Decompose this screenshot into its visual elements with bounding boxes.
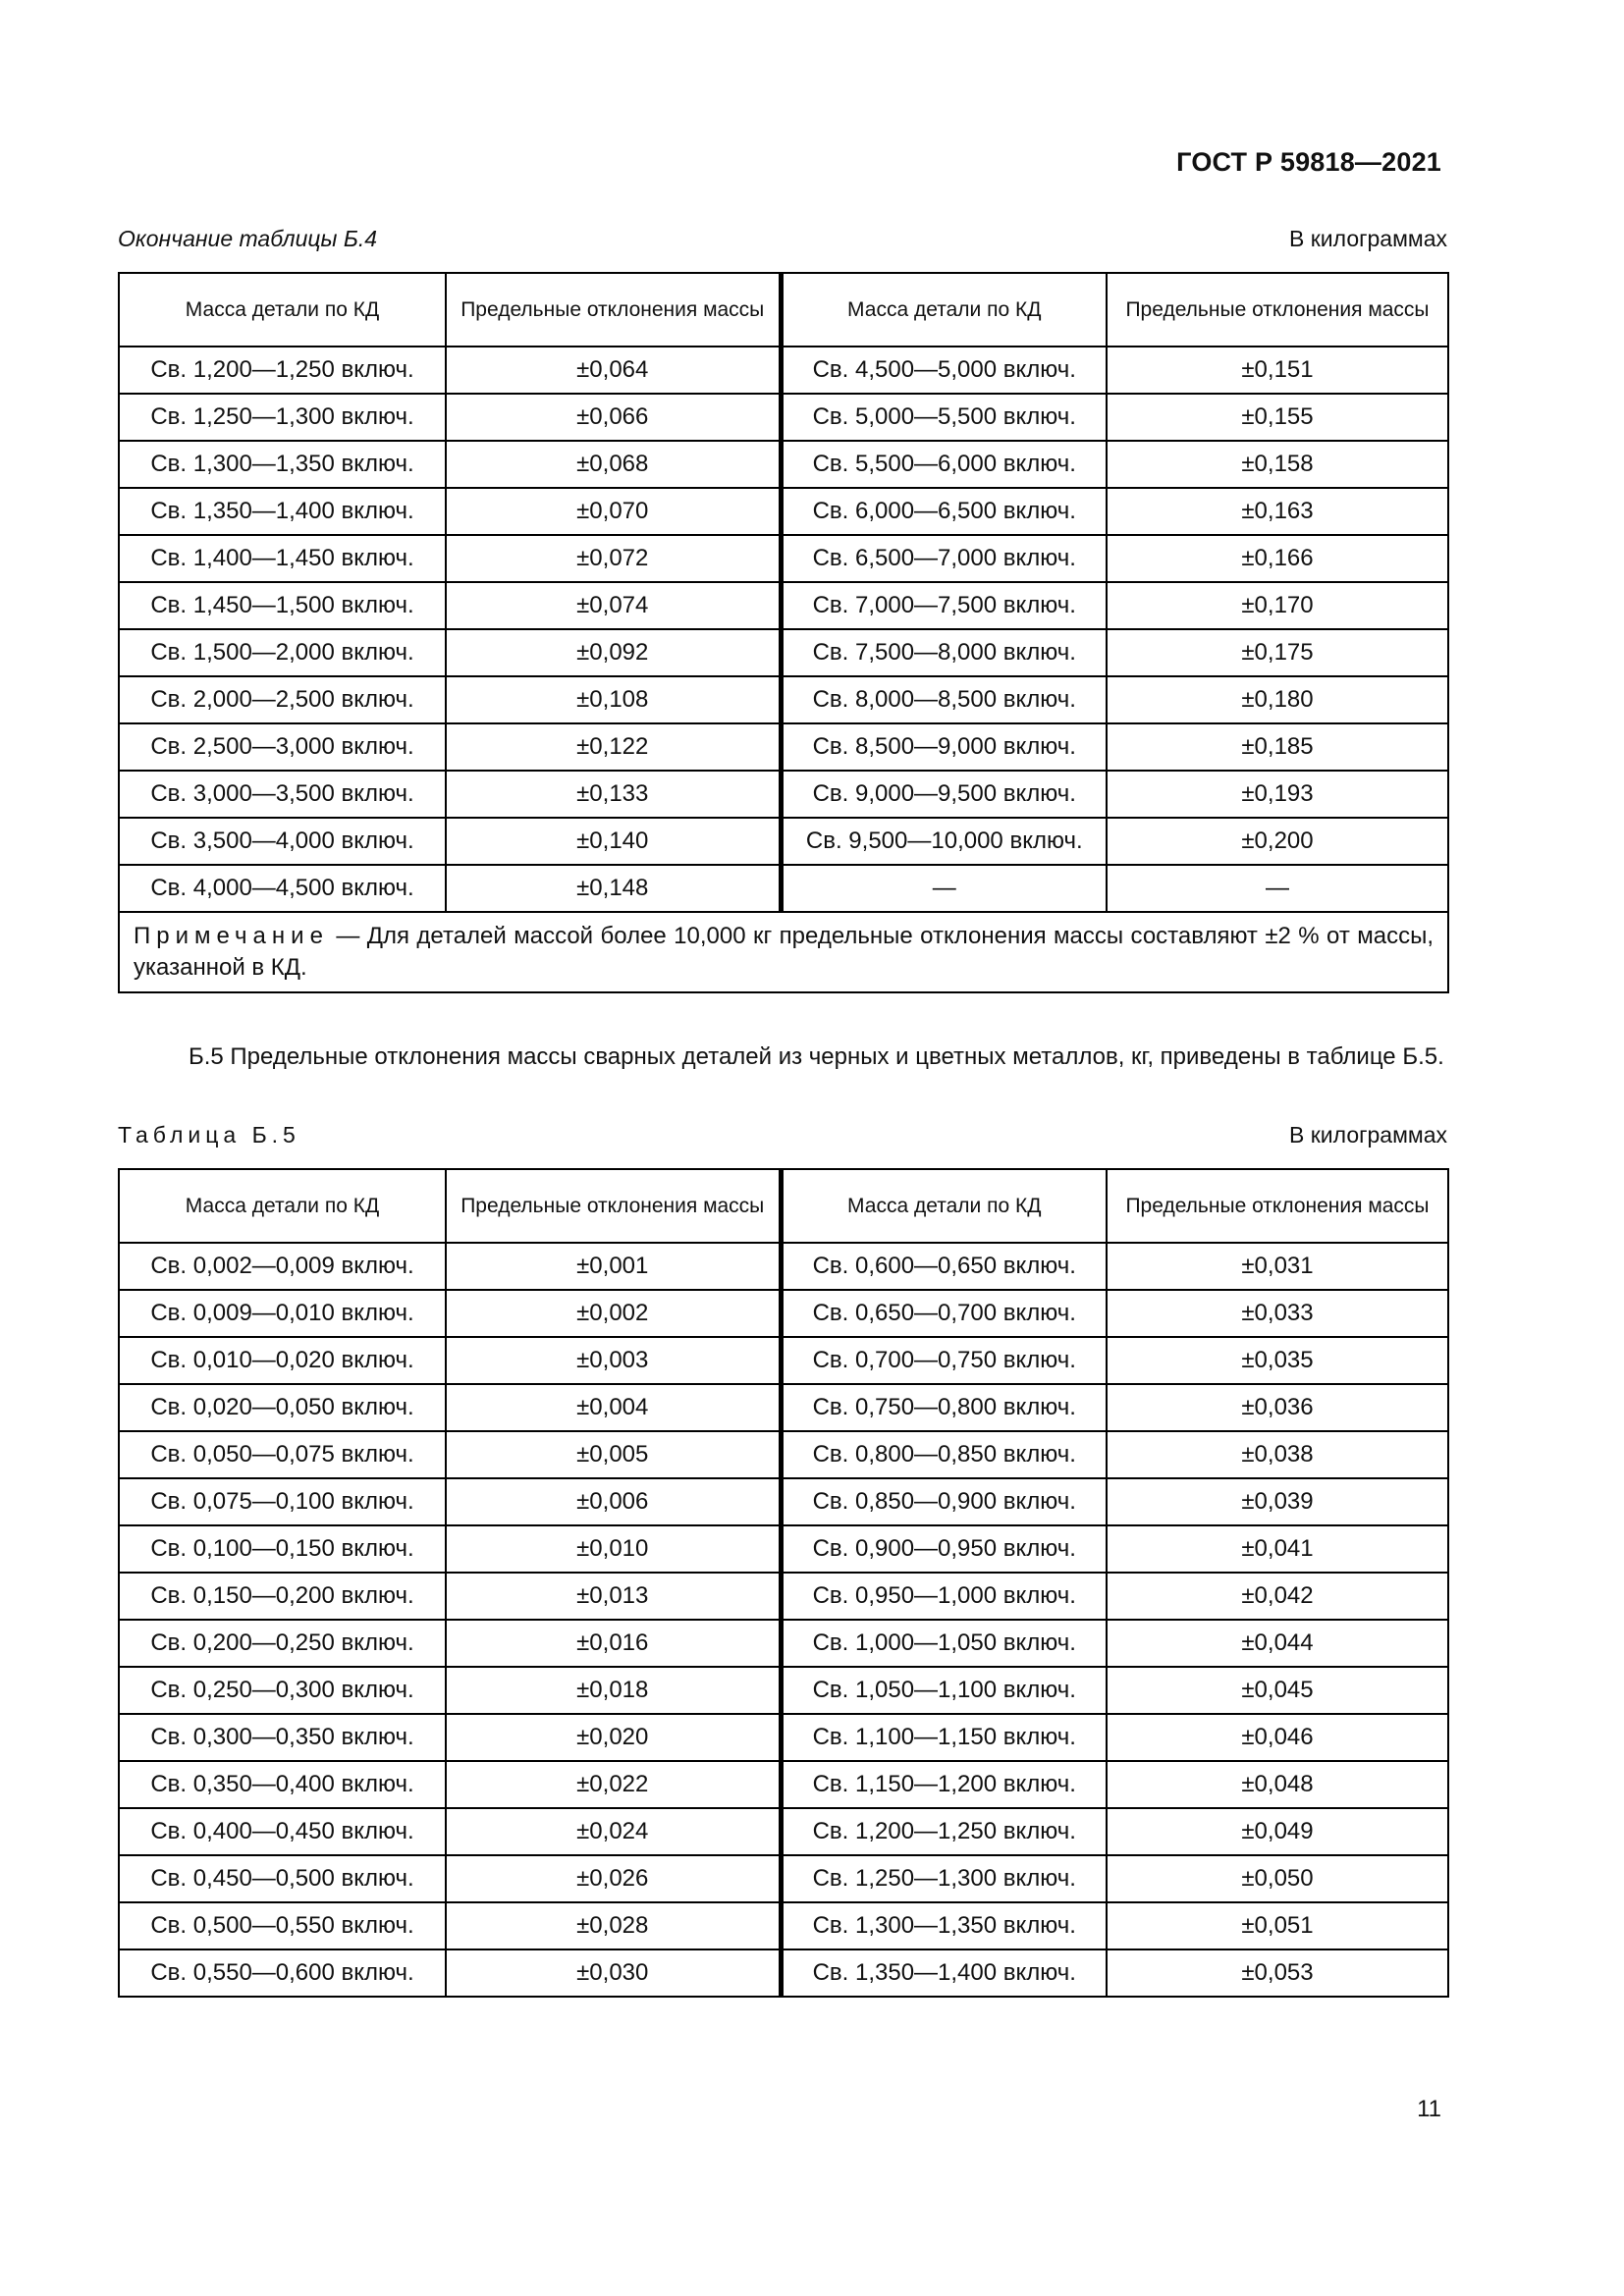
table-b5-caption-row bbox=[118, 1122, 1447, 1148]
table-cell: Св. 7,500—8,000 включ. bbox=[781, 629, 1107, 676]
table-cell: Св. 0,900—0,950 включ. bbox=[781, 1525, 1107, 1573]
table-row bbox=[119, 1290, 1448, 1337]
table-cell: ±0,070 bbox=[446, 488, 781, 535]
table-row bbox=[119, 535, 1448, 582]
table-cell: ±0,200 bbox=[1107, 818, 1448, 865]
table-cell: ±0,018 bbox=[446, 1667, 781, 1714]
table-cell: Св. 0,009—0,010 включ. bbox=[119, 1290, 446, 1337]
table-cell: ±0,048 bbox=[1107, 1761, 1448, 1808]
table-cell: ±0,092 bbox=[446, 629, 781, 676]
table-cell: ±0,122 bbox=[446, 723, 781, 771]
table-cell: Св. 3,500—4,000 включ. bbox=[119, 818, 446, 865]
table-cell: Св. 1,450—1,500 включ. bbox=[119, 582, 446, 629]
table-cell: ±0,163 bbox=[1107, 488, 1448, 535]
table-row bbox=[119, 1620, 1448, 1667]
table-row bbox=[119, 488, 1448, 535]
table-cell: ±0,004 bbox=[446, 1384, 781, 1431]
table-cell: ±0,045 bbox=[1107, 1667, 1448, 1714]
table-cell: ±0,185 bbox=[1107, 723, 1448, 771]
table-cell: Св. 4,000—4,500 включ. bbox=[119, 865, 446, 912]
table-header-cell: Масса детали по КД bbox=[119, 273, 446, 347]
table-cell: Св. 9,000—9,500 включ. bbox=[781, 771, 1107, 818]
table-cell: ±0,013 bbox=[446, 1573, 781, 1620]
table-row bbox=[119, 865, 1448, 912]
table-cell: — bbox=[781, 865, 1107, 912]
table-cell: ±0,066 bbox=[446, 394, 781, 441]
table-b4-header-row bbox=[119, 273, 1448, 347]
table-header-cell: Масса детали по КД bbox=[781, 273, 1107, 347]
table-cell: ±0,148 bbox=[446, 865, 781, 912]
table-cell: Св. 1,050—1,100 включ. bbox=[781, 1667, 1107, 1714]
table-row bbox=[119, 1808, 1448, 1855]
table-cell: Св. 0,020—0,050 включ. bbox=[119, 1384, 446, 1431]
table-cell: Св. 0,550—0,600 включ. bbox=[119, 1949, 446, 1997]
table-row bbox=[119, 1478, 1448, 1525]
table-cell: Св. 0,050—0,075 включ. bbox=[119, 1431, 446, 1478]
table-cell: Св. 2,000—2,500 включ. bbox=[119, 676, 446, 723]
table-b5-header-row bbox=[119, 1169, 1448, 1243]
table-row bbox=[119, 1667, 1448, 1714]
table-cell: ±0,039 bbox=[1107, 1478, 1448, 1525]
table-cell: Св. 1,500—2,000 включ. bbox=[119, 629, 446, 676]
table-cell: Св. 1,350—1,400 включ. bbox=[119, 488, 446, 535]
table-header-cell: Масса детали по КД bbox=[119, 1169, 446, 1243]
table-cell: ±0,049 bbox=[1107, 1808, 1448, 1855]
table-cell: ±0,033 bbox=[1107, 1290, 1448, 1337]
table-cell: Св. 0,075—0,100 включ. bbox=[119, 1478, 446, 1525]
table-cell: Св. 0,800—0,850 включ. bbox=[781, 1431, 1107, 1478]
table-cell: ±0,006 bbox=[446, 1478, 781, 1525]
table-b4 bbox=[118, 272, 1449, 993]
table-row bbox=[119, 1855, 1448, 1902]
table-header-cell: Масса детали по КД bbox=[781, 1169, 1107, 1243]
table-cell: ±0,050 bbox=[1107, 1855, 1448, 1902]
table-cell: Св. 0,002—0,009 включ. bbox=[119, 1243, 446, 1290]
table-cell: ±0,072 bbox=[446, 535, 781, 582]
table-cell: Св. 1,250—1,300 включ. bbox=[119, 394, 446, 441]
table-note bbox=[119, 912, 1448, 992]
table-cell: Св. 0,500—0,550 включ. bbox=[119, 1902, 446, 1949]
table-cell: ±0,002 bbox=[446, 1290, 781, 1337]
table-row bbox=[119, 394, 1448, 441]
table-cell: Св. 8,000—8,500 включ. bbox=[781, 676, 1107, 723]
table-cell: Св. 0,950—1,000 включ. bbox=[781, 1573, 1107, 1620]
table-cell: Св. 4,500—5,000 включ. bbox=[781, 347, 1107, 394]
note-label: Примечание bbox=[134, 923, 329, 949]
table-row bbox=[119, 1431, 1448, 1478]
table-b4-caption-row bbox=[118, 226, 1447, 252]
table-row bbox=[119, 441, 1448, 488]
table-cell: Св. 0,150—0,200 включ. bbox=[119, 1573, 446, 1620]
table-cell: ±0,028 bbox=[446, 1902, 781, 1949]
table-cell: Св. 1,300—1,350 включ. bbox=[781, 1902, 1107, 1949]
table-cell: Св. 6,000—6,500 включ. bbox=[781, 488, 1107, 535]
table-cell: Св. 1,100—1,150 включ. bbox=[781, 1714, 1107, 1761]
table-b5-caption: Таблица Б.5 bbox=[118, 1122, 300, 1148]
table-header-cell: Предельные отклонения массы bbox=[1107, 273, 1448, 347]
table-cell: ±0,042 bbox=[1107, 1573, 1448, 1620]
table-cell: ±0,155 bbox=[1107, 394, 1448, 441]
table-header-cell: Предельные отклонения массы bbox=[446, 1169, 781, 1243]
table-cell: Св. 5,500—6,000 включ. bbox=[781, 441, 1107, 488]
table-b5-units: В килограммах bbox=[1289, 1122, 1447, 1148]
table-cell: ±0,053 bbox=[1107, 1949, 1448, 1997]
table-cell: Св. 0,250—0,300 включ. bbox=[119, 1667, 446, 1714]
table-row bbox=[119, 1949, 1448, 1997]
table-row bbox=[119, 1761, 1448, 1808]
table-cell: Св. 0,400—0,450 включ. bbox=[119, 1808, 446, 1855]
table-cell: ±0,022 bbox=[446, 1761, 781, 1808]
table-cell: Св. 0,350—0,400 включ. bbox=[119, 1761, 446, 1808]
table-cell: Св. 1,200—1,250 включ. bbox=[119, 347, 446, 394]
table-cell: ±0,051 bbox=[1107, 1902, 1448, 1949]
table-cell: ±0,016 bbox=[446, 1620, 781, 1667]
table-cell: Св. 6,500—7,000 включ. bbox=[781, 535, 1107, 582]
table-cell: ±0,046 bbox=[1107, 1714, 1448, 1761]
table-cell: Св. 0,010—0,020 включ. bbox=[119, 1337, 446, 1384]
table-row bbox=[119, 1573, 1448, 1620]
table-cell: ±0,158 bbox=[1107, 441, 1448, 488]
table-cell: ±0,005 bbox=[446, 1431, 781, 1478]
table-row bbox=[119, 1902, 1448, 1949]
table-cell: Св. 0,100—0,150 включ. bbox=[119, 1525, 446, 1573]
table-row bbox=[119, 1525, 1448, 1573]
table-cell: ±0,038 bbox=[1107, 1431, 1448, 1478]
table-cell: Св. 2,500—3,000 включ. bbox=[119, 723, 446, 771]
table-cell: Св. 1,200—1,250 включ. bbox=[781, 1808, 1107, 1855]
table-cell: Св. 0,850—0,900 включ. bbox=[781, 1478, 1107, 1525]
table-cell: ±0,108 bbox=[446, 676, 781, 723]
table-cell: ±0,010 bbox=[446, 1525, 781, 1573]
table-cell: ±0,133 bbox=[446, 771, 781, 818]
table-cell: ±0,035 bbox=[1107, 1337, 1448, 1384]
table-row bbox=[119, 629, 1448, 676]
table-cell: Св. 1,300—1,350 включ. bbox=[119, 441, 446, 488]
table-header-cell: Предельные отклонения массы bbox=[446, 273, 781, 347]
table-row bbox=[119, 347, 1448, 394]
table-cell: ±0,140 bbox=[446, 818, 781, 865]
table-header-cell: Предельные отклонения массы bbox=[1107, 1169, 1448, 1243]
table-cell: Св. 0,650—0,700 включ. bbox=[781, 1290, 1107, 1337]
table-cell: ±0,151 bbox=[1107, 347, 1448, 394]
table-cell: ±0,180 bbox=[1107, 676, 1448, 723]
table-cell: Св. 0,600—0,650 включ. bbox=[781, 1243, 1107, 1290]
table-cell: ±0,193 bbox=[1107, 771, 1448, 818]
table-cell: Св. 0,750—0,800 включ. bbox=[781, 1384, 1107, 1431]
table-cell: ±0,036 bbox=[1107, 1384, 1448, 1431]
table-row bbox=[119, 1384, 1448, 1431]
table-cell: ±0,041 bbox=[1107, 1525, 1448, 1573]
table-cell: Св. 1,000—1,050 включ. bbox=[781, 1620, 1107, 1667]
table-cell: ±0,003 bbox=[446, 1337, 781, 1384]
table-cell: Св. 7,000—7,500 включ. bbox=[781, 582, 1107, 629]
table-cell: Св. 5,000—5,500 включ. bbox=[781, 394, 1107, 441]
table-cell: Св. 1,400—1,450 включ. bbox=[119, 535, 446, 582]
table-cell: Св. 0,700—0,750 включ. bbox=[781, 1337, 1107, 1384]
table-b4-units: В килограммах bbox=[1289, 226, 1447, 251]
table-row bbox=[119, 723, 1448, 771]
table-cell: Св. 0,450—0,500 включ. bbox=[119, 1855, 446, 1902]
table-cell: ±0,020 bbox=[446, 1714, 781, 1761]
table-cell: Св. 3,000—3,500 включ. bbox=[119, 771, 446, 818]
table-b5 bbox=[118, 1168, 1449, 1998]
table-cell: ±0,074 bbox=[446, 582, 781, 629]
page-number: 11 bbox=[1417, 2096, 1441, 2122]
table-cell: Св. 1,150—1,200 включ. bbox=[781, 1761, 1107, 1808]
table-cell: ±0,170 bbox=[1107, 582, 1448, 629]
table-cell: Св. 8,500—9,000 включ. bbox=[781, 723, 1107, 771]
table-cell: ±0,068 bbox=[446, 441, 781, 488]
table-row bbox=[119, 1714, 1448, 1761]
note-text: — Для деталей массой более 10,000 кг предельные отклонения массы составляют ±2 % от массы, указанной в КД. bbox=[134, 923, 1434, 981]
table-cell: ±0,166 bbox=[1107, 535, 1448, 582]
table-cell: ±0,030 bbox=[446, 1949, 781, 1997]
document-code: ГОСТ Р 59818—2021 bbox=[1176, 147, 1441, 177]
paragraph-b5: Б.5 Предельные отклонения массы сварных деталей из черных и цветных металлов, кг, приведены в таблице Б.5. bbox=[189, 1043, 1444, 1070]
table-row bbox=[119, 582, 1448, 629]
table-cell: ±0,001 bbox=[446, 1243, 781, 1290]
table-cell: ±0,064 bbox=[446, 347, 781, 394]
table-cell: ±0,024 bbox=[446, 1808, 781, 1855]
table-row bbox=[119, 1243, 1448, 1290]
table-cell: ±0,044 bbox=[1107, 1620, 1448, 1667]
table-cell: Св. 1,350—1,400 включ. bbox=[781, 1949, 1107, 1997]
table-b4-caption: Окончание таблицы Б.4 bbox=[118, 226, 378, 251]
table-b4-note-row bbox=[119, 912, 1448, 992]
table-row bbox=[119, 771, 1448, 818]
table-cell: — bbox=[1107, 865, 1448, 912]
table-row bbox=[119, 818, 1448, 865]
table-cell: ±0,031 bbox=[1107, 1243, 1448, 1290]
table-cell: Св. 9,500—10,000 включ. bbox=[781, 818, 1107, 865]
table-cell: Св. 0,200—0,250 включ. bbox=[119, 1620, 446, 1667]
table-cell: ±0,026 bbox=[446, 1855, 781, 1902]
table-row bbox=[119, 1337, 1448, 1384]
table-cell: Св. 1,250—1,300 включ. bbox=[781, 1855, 1107, 1902]
table-cell: Св. 0,300—0,350 включ. bbox=[119, 1714, 446, 1761]
table-cell: ±0,175 bbox=[1107, 629, 1448, 676]
table-row bbox=[119, 676, 1448, 723]
